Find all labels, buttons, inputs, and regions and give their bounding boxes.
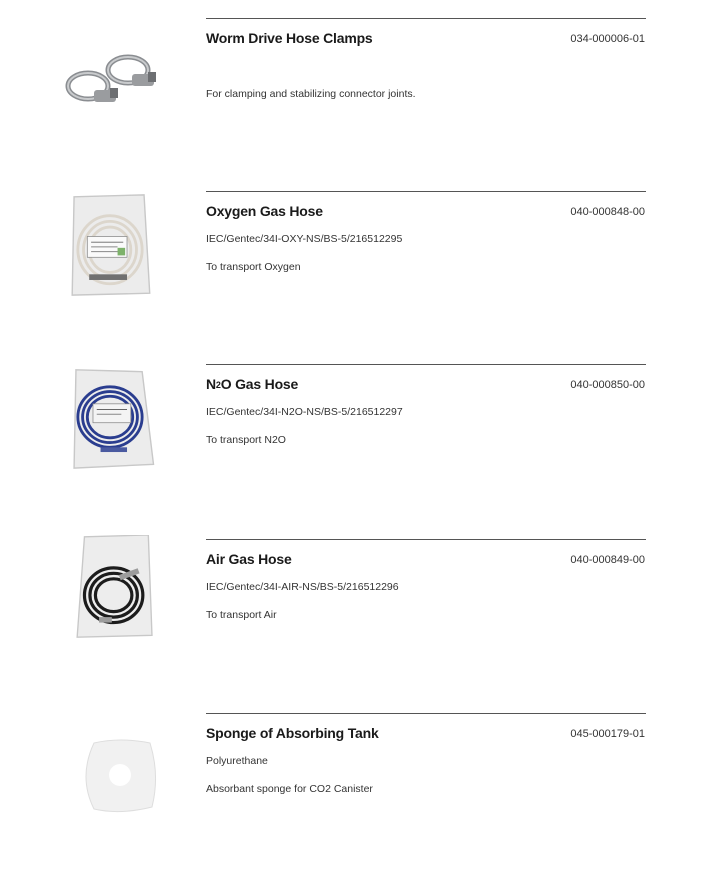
product-description: To transport N2O (206, 434, 286, 446)
product-name: Worm Drive Hose Clamps (206, 30, 373, 46)
product-spec: IEC/Gentec/34I-AIR-NS/BS-5/216512296 (206, 581, 399, 593)
divider (206, 18, 646, 19)
part-number: 040-000848-00 (570, 206, 645, 218)
product-item (0, 713, 716, 883)
white-hose-bag-image (58, 193, 162, 297)
product-item (0, 191, 716, 361)
product-description: Absorbant sponge for CO2 Canister (206, 783, 373, 795)
product-name: Oxygen Gas Hose (206, 203, 323, 219)
product-item (0, 539, 716, 709)
divider (206, 539, 646, 540)
product-description: To transport Air (206, 609, 277, 621)
product-spec: Polyurethane (206, 755, 268, 767)
product-item (0, 364, 716, 534)
divider (206, 191, 646, 192)
divider (206, 364, 646, 365)
divider (206, 713, 646, 714)
product-spec: IEC/Gentec/34I-OXY-NS/BS-5/216512295 (206, 233, 403, 245)
product-name: N2O Gas Hose (206, 376, 299, 392)
product-item (0, 18, 716, 188)
part-number: 040-000850-00 (570, 379, 645, 391)
blue-hose-bag-image (58, 366, 162, 470)
product-description: To transport Oxygen (206, 261, 301, 273)
product-name: Sponge of Absorbing Tank (206, 725, 379, 741)
part-number: 034-000006-01 (570, 33, 645, 45)
product-spec: IEC/Gentec/34I-N2O-NS/BS-5/216512297 (206, 406, 403, 418)
part-number: 040-000849-00 (570, 554, 645, 566)
product-description: For clamping and stabilizing connector joints. (206, 88, 416, 100)
black-hose-bag-image (58, 535, 162, 639)
product-name: Air Gas Hose (206, 551, 292, 567)
part-number: 045-000179-01 (570, 728, 645, 740)
hose-clamps-image (58, 28, 162, 132)
sponge-image (58, 725, 162, 829)
